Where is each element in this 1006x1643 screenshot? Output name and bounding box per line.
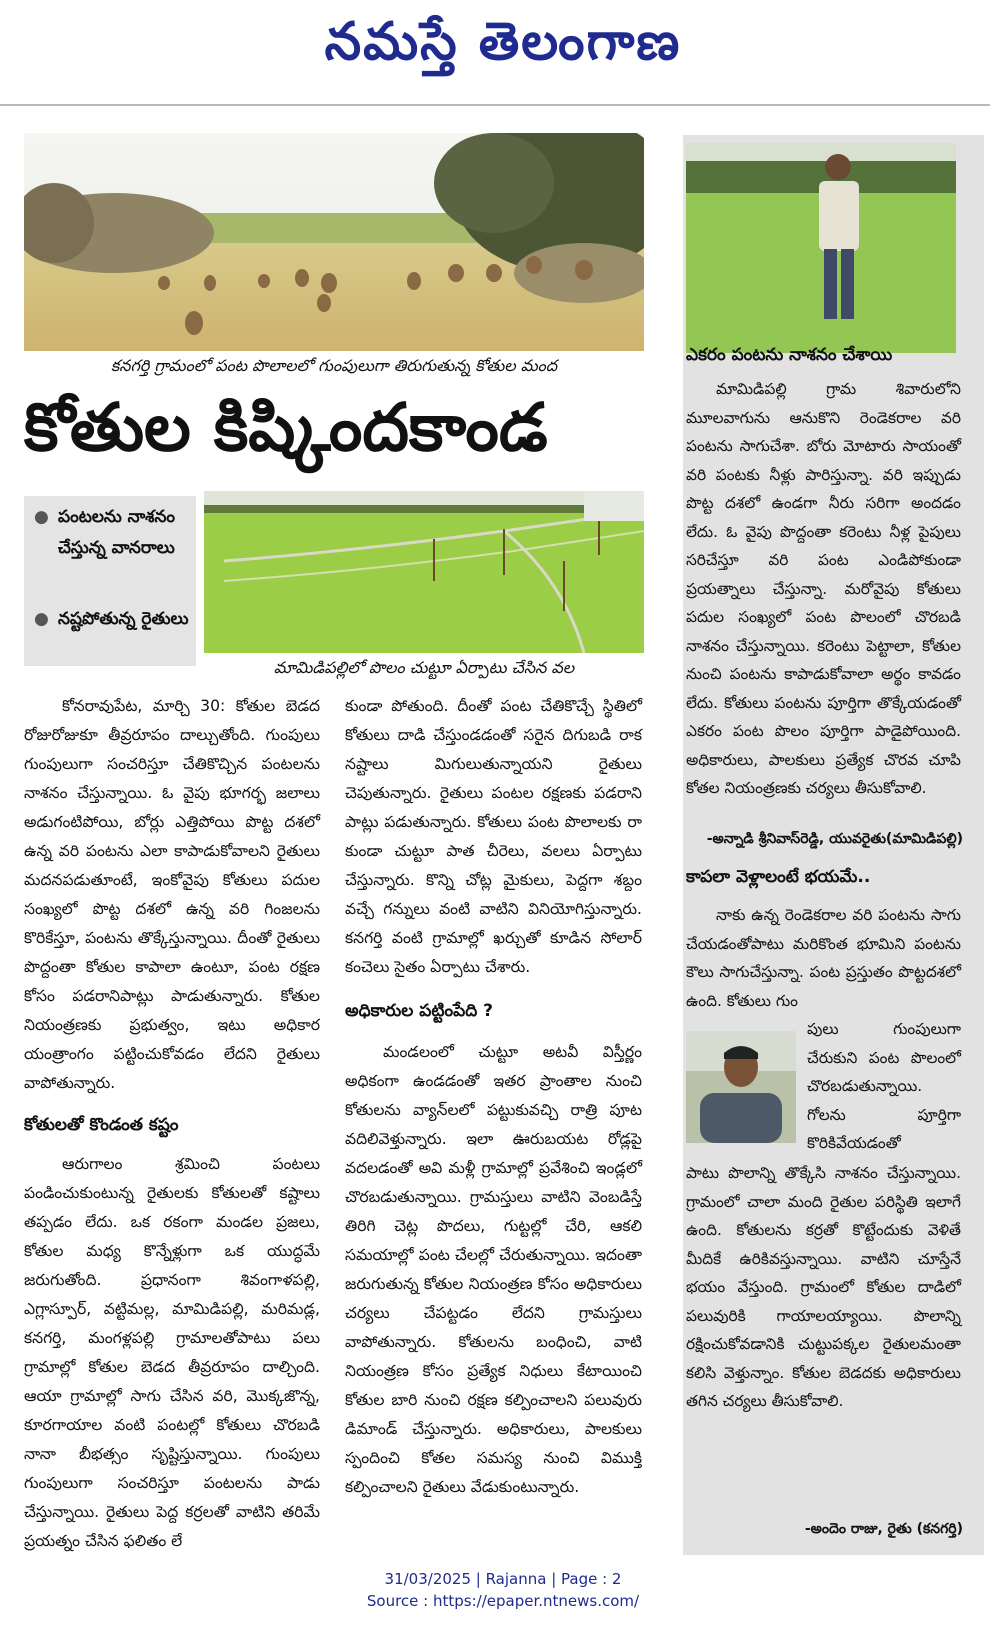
- article-paragraph: కుండా పోతుంది. దీంతో పంట చేతికొచ్చే స్థితిలో కోతులు దాడి చేస్తుండడంతో సరైన దిగుబడి రాక నష్టాలు మిగులుతున్నాయని రైతులు చెపుతున్నారు. రైతులు పంటల రక్షణకు పడరాని పాట్లు పడుతున్నారు. కోతులు పంట పొలాలకు రా కుండా చుట్టూ పాత చీరెలు, వలలు ఏర్పాటు చేస్తున్నారు. కొన్ని చోట్ల మైకులు, పెద్దగా శబ్దం వచ్చే గన్నులు వంటి వాటిని వినియోగిస్తున్నారు. కనగర్తి వంటి గ్రామాల్లో ఖర్చుతో కూడిన సోలార్ కంచెలు సైతం ఏర్పాటు చేశారు.: [345, 697, 642, 976]
- farmer-photo-1: [686, 143, 956, 353]
- sidebar-box: [683, 135, 984, 1555]
- monkeys-field-photo: [24, 133, 644, 351]
- headline: కోతుల కిష్కిందకాండ: [24, 389, 548, 466]
- farmer-photo-2: [686, 1031, 796, 1143]
- highlights-box: [24, 496, 196, 666]
- article-column-1: [24, 692, 320, 1556]
- sidebar-signature-2: -అందెం రాజు, రైతు (కనగర్తి): [804, 1521, 963, 1537]
- top-photo-caption: కనగర్తి గ్రామంలో పంట పొలాలలో గుంపులుగా తిరుగుతున్న కోతుల మంద: [110, 356, 558, 375]
- masthead-rule: [0, 104, 990, 106]
- bullet-icon: ●: [34, 609, 49, 629]
- subheading: అధికారుల పట్టింపేది ?: [345, 1001, 493, 1021]
- sidebar-signature-1: -అన్నాడి శ్రీనివాస్‌రెడ్డి, యువరైతు(మామిడిపల్లి): [706, 831, 963, 847]
- subheading: కోతులతో కొండంత కష్టం: [24, 1115, 179, 1135]
- masthead: [0, 0, 1006, 100]
- sidebar-text-2: నాకు ఉన్న రెండెకరాల వరి పంటను సాగు చేయడంతోపాటు మరికొంత భూమిని పంటను కౌలు సాగుచేస్తున్నా. పంట ప్రస్తుతం పొట్టదశలో ఉంది. కోతులు గుం: [686, 906, 961, 1010]
- sidebar-text-2c: పాటు పొలాన్ని తొక్కేసి నాశనం చేస్తున్నాయి. గ్రామంలో చాలా మంది రైతుల పరిస్థితి ఇలాగే ఉంది. కోతులను కర్రతో కొట్టేందుకు వెళితే మీదికే ఉరికివస్తున్నాయి. వాటిని చూస్తేనే భయం వేస్తుంది. గ్రామంలో కోతుల దాడిలో పలువురికి గాయాలయ్యాయి. పొలాన్ని రక్షించుకోవడానికి చుట్టుపక్కల రైతులమంతా కలిసి వెళ్తున్నాం. కోతుల బెడదకు అధికారులు తగిన చర్యలు తీసుకోవాలి.: [686, 1164, 961, 1410]
- footer-source-line: Source : https://epaper.ntnews.com/: [366, 1592, 640, 1610]
- bullet-icon: ●: [34, 507, 49, 527]
- sidebar-text-2b: పులు గుంపులుగా చేరుకుని పంట పొలంలో చొరబడుతున్నాయి. గోలను పూర్తిగా కొరికివేయడంతో: [807, 1020, 961, 1152]
- footer-date-line: 31/03/2025 | Rajanna | Page : 2: [384, 1570, 622, 1588]
- highlight-text: పంటలను నాశనం చేస్తున్న వానరాలు: [58, 507, 176, 558]
- net-photo-caption: మామిడిపల్లిలో పొలం చుట్టూ ఏర్పాటు చేసిన వల: [273, 658, 575, 677]
- article-column-2: [345, 692, 642, 1502]
- net-field-photo: [204, 491, 644, 653]
- sidebar-heading-1: ఎకరం పంటను నాశనం చేశాయి: [686, 345, 893, 365]
- article-paragraph: మండలంలో చుట్టూ అటవీ విస్తీర్ణం అధికంగా ఉండడంతో ఇతర ప్రాంతాల నుంచి కోతులను వ్యాన్‌లలో పట్టుకువచ్చి రాత్రి పూట వదిలివెళ్తున్నారు. ఇలా ఊరుబయట రోడ్లపై వదలడంతో అవి మళ్లీ గ్రామాల్లో ప్రవేశించి ఇండ్లలో చొరబడుతున్నాయి. గ్రామస్తులు వాటిని వెంబడిస్తే తిరిగి చెట్ల పొదలు, గుట్టల్లో చేరి, ఆకలి సమయాల్లో పంట చేలల్లో చేరుతున్నాయి. ఇదంతా జరుగుతున్న కోతుల నియంత్రణ కోసం అధికారులు చర్యలు చేపట్టడం లేదని గ్రామస్తులు వాపోతున్నారు. కోతులను బంధించి, వాటి నియంత్రణ కోసం ప్రత్యేక నిధులు కేటాయించి కోతుల బారి నుంచి రక్షణ కల్పించాలని పలువురు డిమాండ్ చేస్తున్నారు. అధికారులు, పాలకులు స్పందించి కోతల సమస్య నుంచి విముక్తి కల్పించాలని రైతులు వేడుకుంటున్నారు.: [345, 1043, 642, 1496]
- highlight-text: నష్టపోతున్న రైతులు: [58, 609, 189, 629]
- sidebar-heading-2: కాపలా వెళ్లాలంటే భయమే..: [686, 867, 871, 887]
- article-paragraph: ఆరుగాలం శ్రమించి పంటలు పండించుకుంటున్న రైతులకు కోతులతో కష్టాలు తప్పడం లేదు. ఒక రకంగా మండల ప్రజలు, కోతుల మధ్య కొన్నేళ్లుగా ఒక యుద్ధమే జరుగుతోంది. ప్రధానంగా శివంగాళపల్లి, ఎగ్లాస్పూర్, వట్టిమల్ల, మామిడిపల్లి, మరిమడ్ల, కనగర్తి, మంగళ్లపల్లి గ్రామాలతోపాటు పలు గ్రామాల్లో కోతుల బెడద తీవ్రరూపం దాల్చింది. ఆయా గ్రామాల్లో సాగు చేసిన వరి, మొక్కజొన్న, కూరగాయాల వంటి పంటల్లో కోతులు చొరబడి నానా బీభత్సం సృష్టిస్తున్నాయి. గుంపులు గుంపులుగా సంచరిస్తూ పంటలను పాడు చేస్తున్నాయి. రైతులు పెద్ద కర్రలతో వాటిని తరిమే ప్రయత్నం చేసిన ఫలితం లే: [24, 1155, 320, 1550]
- newspaper-logo: నమస్తే తెలంగాణ: [324, 12, 682, 72]
- article-paragraph: కోనరావుపేట, మార్చి 30: కోతుల బెడద రోజురోజుకూ తీవ్రరూపం దాల్చుతోంది. గుంపులు గుంపులుగా సంచరిస్తూ చేతికొచ్చిన పంటలను నాశనం చేస్తున్నాయి. ఓ వైపు భూగర్భ జలాలు అడుగంటిపోయి, బోర్లు ఎత్తిపోయి పొట్ట దశలో ఉన్న వరి పంటను ఎలా కాపాడుకోవాలని రైతులు మదనపడుతూంటే, ఇంకోవైపు కోతులు పదుల సంఖ్యలో పొట్ట దశలో ఉన్న వరి గింజలను కొరికేస్తూ, పంటను తొక్కేస్తున్నాయి. దీంతో రైతులు పొద్దంతా కోతుల కాపాలా ఉంటూ, పంట రక్షణ కోసం పడరానిపాట్లు పాడుతున్నారు. కోతుల నియంత్రణకు ప్రభుత్వం, ఇటు అధికార యంత్రాంగం పట్టించుకోవడం లేదని రైతులు వాపోతున్నారు.: [24, 697, 320, 1092]
- sidebar-text-1: మామిడిపల్లి గ్రామ శివారులోని మూలవాగును ఆనుకొని రెండెకరాల వరి పంటను సాగుచేశా. బోరు మోటారు సాయంతో వరి పంటకు నీళ్లు పారిస్తున్నా. వరి ఇప్పుడు పొట్ట దశలో ఉండగా నీరు సరిగా అందడం లేదు. ఓ వైపు పొద్దంతా కరెంటు నీళ్ల పైపులు సరిచేస్తూ వరి పంట ఎండిపోకుండా ప్రయత్నాలు చేస్తున్నా. మరోవైపు కోతులు పదుల సంఖ్యలో పంట పొలంలో చొరబడి నాశనం చేస్తున్నాయి. కరెంటు పెట్టాలా, కోతుల నుంచి పంటను కాపాడుకోవాలా అర్థం కావడం లేదు. కోతులు పంటను పూర్తిగా తొక్కేయడంతో ఎకరం పంట పొలం పూర్తిగా పాడైపోయింది. అధికారులు, పాలకులు ప్రత్యేక చొరవ చూపి కోతల నియంత్రణకు చర్యలు తీసుకోవాలి.: [686, 380, 961, 797]
